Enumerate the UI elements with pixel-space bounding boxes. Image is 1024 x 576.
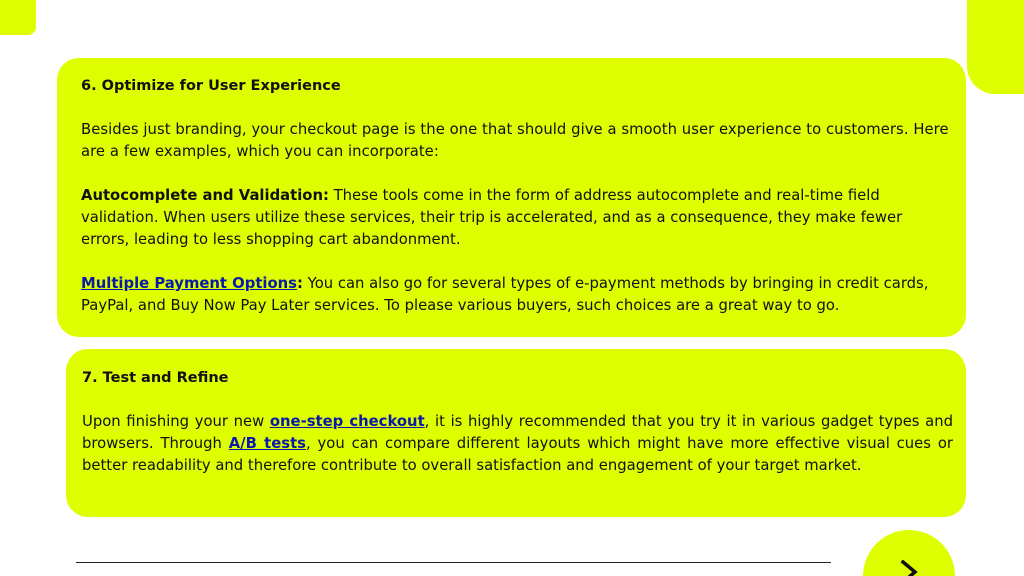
ab-tests-link[interactable]: A/B tests (228, 435, 306, 452)
section-7-text-start: Upon finishing your new (82, 413, 270, 430)
section-7-paragraph (82, 411, 953, 477)
section-optimize-ux-card (57, 58, 966, 337)
section-test-refine-card (66, 349, 966, 517)
decorative-corner-block-left (0, 0, 36, 35)
section-6-heading: 6. Optimize for User Experience (81, 78, 341, 94)
section-7-text-end: , you can compare different layouts which might have more effective visual cues or better readability and therefore contribute to overall satisfaction and engagement of your target market. (82, 435, 953, 474)
payment-options-text: You can also go for several types of e-payment methods by bringing in credit cards, PayPal, and Buy Now Pay Later services. To please various buyers, such choices are a great way to go. (81, 275, 929, 314)
autocomplete-text: These tools come in the form of address autocomplete and real-time field validation. When users utilize these services, their trip is accelerated, and as a consequence, they make fewer errors, leading to less shopping cart abandonment. (81, 187, 903, 248)
next-slide-button[interactable] (863, 530, 955, 576)
payment-options-colon: : (297, 275, 303, 292)
payment-options-paragraph (81, 273, 946, 317)
footer-divider (76, 562, 831, 563)
one-step-checkout-link[interactable]: one-step checkout (269, 413, 425, 430)
section-7-heading: 7. Test and Refine (82, 370, 229, 386)
section-6-intro: Besides just branding, your checkout page is the one that should give a smooth user experience to customers. Here are a few examples, which you can incorporate: (81, 121, 949, 160)
section-7-text-middle: , it is highly recommended that you try it in various gadget types and browsers. Through (82, 413, 953, 452)
chevron-right-icon (897, 560, 921, 576)
autocomplete-label: Autocomplete and Validation: (81, 187, 329, 204)
autocomplete-paragraph (81, 185, 951, 251)
decorative-corner-block-right (967, 0, 1024, 94)
multiple-payment-options-link[interactable]: Multiple Payment Options (81, 275, 297, 292)
